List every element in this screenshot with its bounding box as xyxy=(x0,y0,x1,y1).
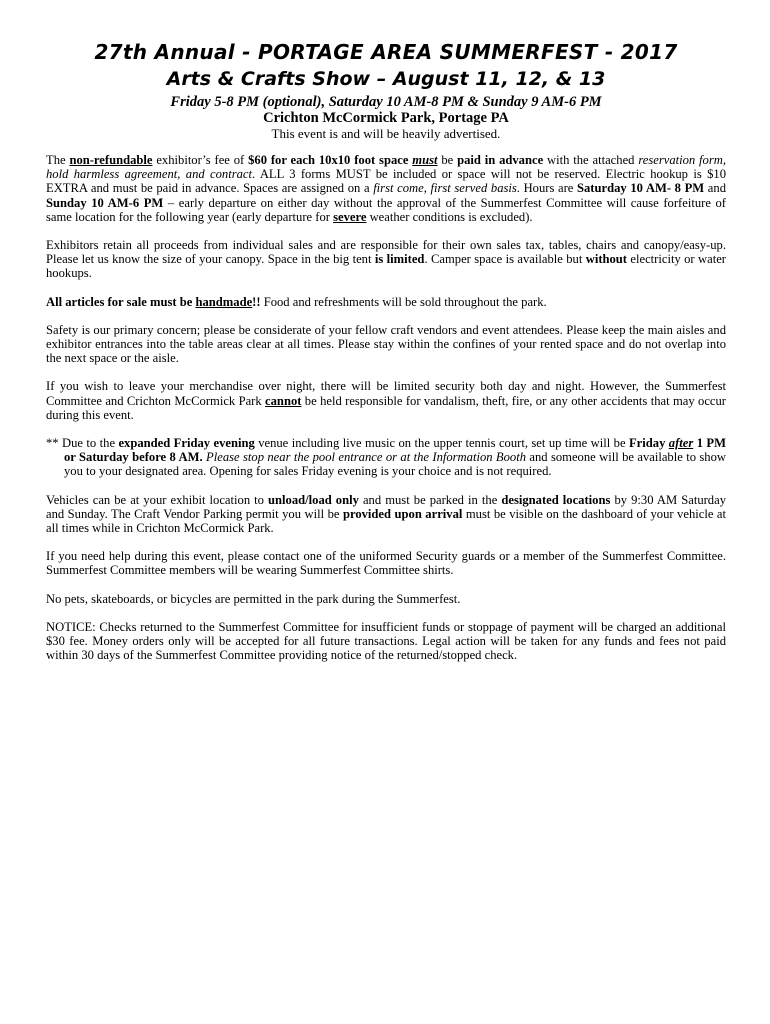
event-subtitle: Arts & Crafts Show – August 11, 12, & 13 xyxy=(166,68,606,90)
help-paragraph: If you need help during this event, please contact one of the uniformed Security guards or a member of the Summerfest Committee. Summerfest Committee members will be wearing Summerfest Committee shirts. xyxy=(46,549,726,578)
notice-paragraph: NOTICE: Checks returned to the Summerfest Committee for insufficient funds or stoppage of payment will be charged an additional $30 fee. Money orders only will be accepted for all future transactions. Legal action will be taken for any funds and fees not paid within 30 days of the Summerfest Committee providing notice of the returned/stopped check. xyxy=(46,619,726,663)
event-title: 27th Annual - PORTAGE AREA SUMMERFEST - 2017 xyxy=(94,40,678,64)
pets-paragraph: No pets, skateboards, or bicycles are permitted in the park during the Summerfest. xyxy=(46,591,461,606)
vehicles-paragraph: Vehicles can be at your exhibit location to unload/load only and must be parked in the designated locations by 9:30 AM Saturday and Sunday. The Craft Vendor Parking permit you will be provided upon arrival must be visible on the dashboard of your vehicle at all times while in Crichton McCormick Park. xyxy=(46,492,726,536)
advertising-note: This event is and will be heavily advertised. xyxy=(271,126,501,141)
proceeds-paragraph: Exhibitors retain all proceeds from individual sales and are responsible for their own sales tax, tables, chairs and canopy/easy-up. Please let us know the size of your canopy. Space in the big tent is limited. Camper space is available but without electricity or water hookups. xyxy=(46,238,726,281)
safety-paragraph: Safety is our primary concern; please be considerate of your fellow craft vendors and event attendees. Please keep the main aisles and exhibitor entrances into the table areas clear at all times. Please stay within the confines of your rented space and do not overlap into the next space or the aisle. xyxy=(46,322,726,366)
friday-setup-paragraph: ** Due to the expanded Friday evening venue including live music on the upper tennis court, set up time will be Friday after 1 PM or Saturday before 8 AM. Please stop near the pool entrance or at the Information Booth and someone will be available to show you to your designated area. Opening for sales Friday evening is your choice and is not required. xyxy=(46,436,727,479)
event-schedule: Friday 5-8 PM (optional), Saturday 10 AM-8 PM & Sunday 9 AM-6 PM xyxy=(170,94,602,110)
security-paragraph: If you wish to leave your merchandise over night, there will be limited security both day and night. However, the Summerfest Committee and Crichton McCormick Park cannot be held responsible for vandalism, theft, fire, or any other accidents that may occur during this event. xyxy=(46,379,726,422)
event-location: Crichton McCormick Park, Portage PA xyxy=(263,110,509,126)
handmade-paragraph: All articles for sale must be handmade!! Food and refreshments will be sold throughout the park. xyxy=(46,294,547,309)
document-page xyxy=(46,38,726,662)
fee-paragraph: The non-refundable exhibitor’s fee of $60 for each 10x10 foot space must be paid in advance with the attached reservation form, hold harmless agreement, and contract. ALL 3 forms MUST be included or space will not be reserved. Electric hookup is $10 EXTRA and must be paid in advance. Spaces are assigned on a first come, first served basis. Hours are Saturday 10 AM- 8 PM and Sunday 10 AM-6 PM – early departure on either day without the approval of the Summerfest Committee will cause forfeiture of same location for the following year (early departure for severe weather conditions is excluded). xyxy=(46,153,726,224)
